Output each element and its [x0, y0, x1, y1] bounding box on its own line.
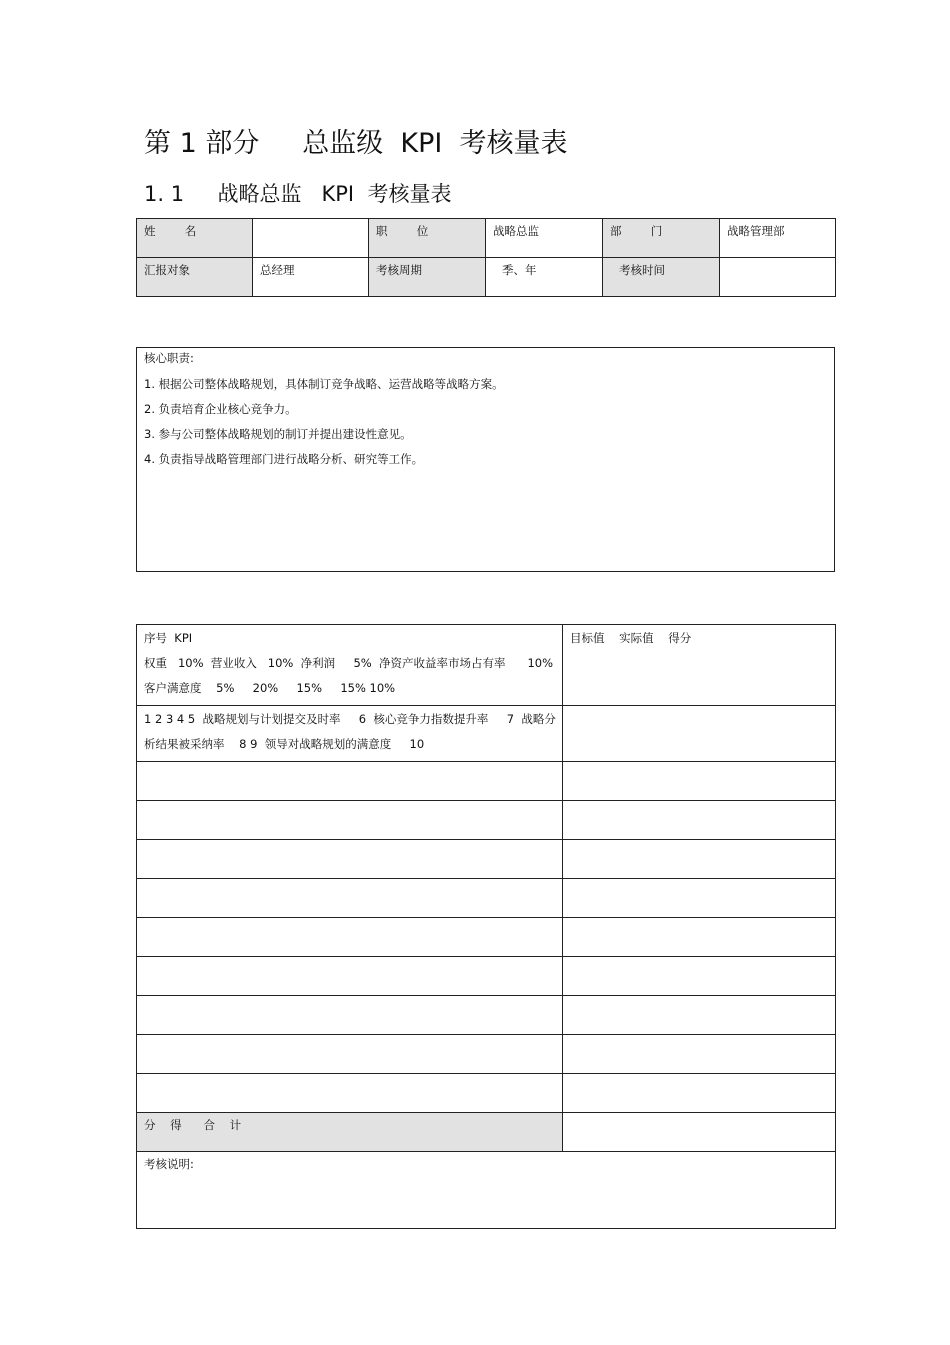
- table-row: [137, 957, 836, 996]
- table-row: [137, 1113, 836, 1152]
- total-label: 分 得 合 计: [137, 1113, 563, 1152]
- table-row: [137, 1074, 836, 1113]
- dept-label: 部 门: [603, 219, 720, 258]
- score-cell[interactable]: [563, 762, 836, 801]
- cycle-label: 考核周期: [369, 258, 486, 297]
- table-row: [137, 801, 836, 840]
- table-row: [137, 625, 836, 706]
- kpi-cell[interactable]: [137, 1035, 563, 1074]
- kpi-weight-line: 权重 10% 营业收入 10% 净利润 5% 净资产收益率市场占有率 10%: [144, 656, 553, 670]
- kpi-cell[interactable]: [137, 957, 563, 996]
- info-table: [136, 218, 836, 297]
- duty-item: 1. 根据公司整体战略规划，具体制订竞争战略、运营战略等战略方案。: [144, 377, 504, 391]
- kpi-items-line: 1 2 3 4 5 战略规划与计划提交及时率 6 核心竞争力指数提升率 7 战略分: [144, 712, 556, 726]
- duty-item: 3. 参与公司整体战略规划的制订并提出建设性意见。: [144, 427, 412, 441]
- section-title: 1. 1 战略总监 KPI 考核量表: [144, 182, 452, 206]
- report-value: 总经理: [253, 258, 369, 297]
- time-label: 考核时间: [603, 258, 720, 297]
- score-cell[interactable]: [563, 996, 836, 1035]
- kpi-weight-line: 客户满意度 5% 20% 15% 15% 10%: [144, 681, 396, 695]
- kpi-items-cell: [137, 706, 563, 762]
- table-row: [137, 706, 836, 762]
- score-cell[interactable]: [563, 801, 836, 840]
- table-row: [137, 1035, 836, 1074]
- name-field[interactable]: [253, 219, 369, 258]
- kpi-cell[interactable]: [137, 996, 563, 1035]
- duty-item: 4. 负责指导战略管理部门进行战略分析、研究等工作。: [144, 452, 424, 466]
- score-cell[interactable]: [563, 840, 836, 879]
- kpi-cell[interactable]: [137, 762, 563, 801]
- kpi-cell[interactable]: [137, 1074, 563, 1113]
- kpi-header-line: 序号 KPI: [144, 631, 193, 645]
- score-cell[interactable]: [563, 706, 836, 762]
- score-cell[interactable]: [563, 1035, 836, 1074]
- table-row: [137, 258, 836, 297]
- table-row: [137, 996, 836, 1035]
- table-row: [137, 219, 836, 258]
- kpi-items-line: 析结果被采纳率 8 9 领导对战略规划的满意度 10: [144, 737, 425, 751]
- table-row: [137, 1152, 836, 1229]
- table-row: [137, 879, 836, 918]
- page-title: 第 1 部分 总监级 KPI 考核量表: [144, 128, 568, 159]
- score-cell[interactable]: [563, 1074, 836, 1113]
- table-row: [137, 762, 836, 801]
- position-label: 职 位: [369, 219, 486, 258]
- kpi-header-cell: [137, 625, 563, 706]
- table-row: [137, 840, 836, 879]
- core-duties-box: [136, 347, 835, 572]
- dept-value: 战略管理部: [720, 219, 836, 258]
- table-row: [137, 918, 836, 957]
- duties-title: 核心职责:: [144, 351, 194, 365]
- score-header: 目标值 实际值 得分: [563, 625, 836, 706]
- score-cell[interactable]: [563, 957, 836, 996]
- kpi-cell[interactable]: [137, 801, 563, 840]
- cycle-value: 季、年: [486, 258, 603, 297]
- name-label: 姓 名: [137, 219, 253, 258]
- notes-cell[interactable]: 考核说明:: [137, 1152, 836, 1229]
- kpi-cell[interactable]: [137, 840, 563, 879]
- report-label: 汇报对象: [137, 258, 253, 297]
- kpi-cell[interactable]: [137, 879, 563, 918]
- kpi-cell[interactable]: [137, 918, 563, 957]
- position-value: 战略总监: [486, 219, 603, 258]
- time-field[interactable]: [720, 258, 836, 297]
- kpi-table: [136, 624, 836, 1229]
- total-score-cell[interactable]: [563, 1113, 836, 1152]
- score-cell[interactable]: [563, 918, 836, 957]
- score-cell[interactable]: [563, 879, 836, 918]
- duty-item: 2. 负责培育企业核心竞争力。: [144, 402, 297, 416]
